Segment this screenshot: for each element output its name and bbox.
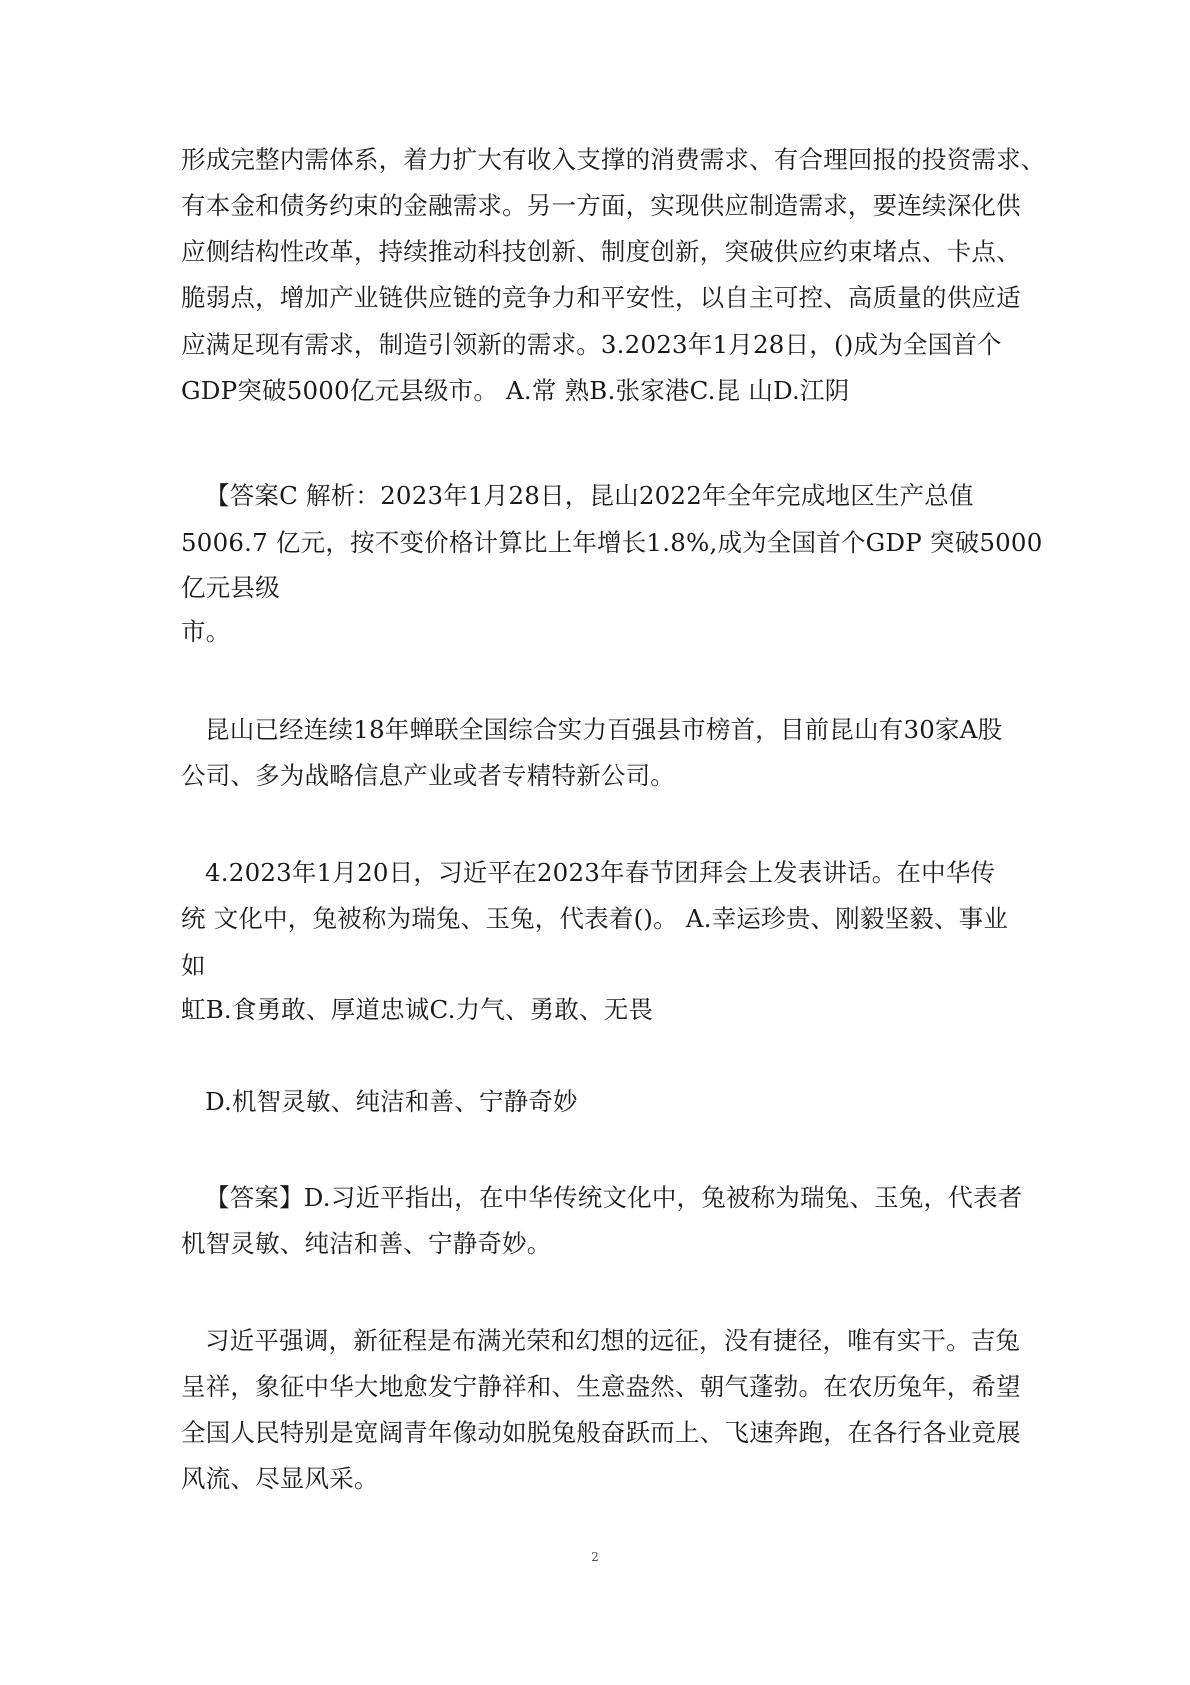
text-line: 市。 [181, 617, 231, 646]
text-line: 应侧结构性改革，持续推动科技创新、制度创新，突破供应约束堵点、卡点、 [181, 237, 1021, 266]
text-line: 5006.7 亿元，按不变价格计算比上年增长1.8%,成为全国首个GDP 突破5000 [181, 528, 1043, 557]
text-line: 脆弱点，增加产业链供应链的竞争力和平安性，以自主可控、高质量的供应适 [181, 283, 1021, 312]
text-line: 应满足现有需求，制造引领新的需求。3.2023年1月28日，()成为全国首个 [181, 330, 1002, 359]
text-line: 亿元县级 [181, 573, 280, 602]
text-line: D.机智灵敏、纯洁和善、宁静奇妙 [205, 1087, 578, 1116]
text-line: 形成完整内需体系，着力扩大有收入支撑的消费需求、有合理回报的投资需求、 [181, 145, 1046, 174]
text-line: 统 文化中，兔被称为瑞兔、玉兔，代表着()。 A.幸运珍贵、刚毅坚毅、事业 [181, 904, 1009, 933]
text-line: 虹B.食勇敢、厚道忠诚C.力气、勇敢、无畏 [181, 995, 654, 1024]
text-line: 全国人民特别是宽阔青年像动如脱兔般奋跃而上、飞速奔跑，在各行各业竞展 [181, 1418, 1021, 1447]
text-line: 有本金和债务约束的金融需求。另一方面，实现供应制造需求，要连续深化供 [181, 191, 1021, 220]
text-line: 【答案】D.习近平指出，在中华传统文化中，兔被称为瑞兔、玉兔，代表者 [205, 1183, 1023, 1212]
text-line: 呈祥，象征中华大地愈发宁静祥和、生意盎然、朝气蓬勃。在农历兔年，希望 [181, 1372, 1021, 1401]
text-line: 公司、多为战略信息产业或者专精特新公司。 [181, 761, 675, 790]
text-line: 如 [181, 951, 206, 980]
text-line: 昆山已经连续18年蝉联全国综合实力百强县市榜首，目前昆山有30家A股 [205, 715, 1003, 744]
text-line: 习近平强调，新征程是布满光荣和幻想的远征，没有捷径，唯有实干。吉兔 [205, 1326, 1021, 1355]
text-line: 风流、尽显风采。 [181, 1464, 379, 1493]
text-line: 机智灵敏、纯洁和善、宁静奇妙。 [181, 1229, 552, 1258]
text-line: GDP突破5000亿元县级市。 A.常 熟B.张家港C.昆 山D.江阴 [181, 376, 850, 405]
text-line: 【答案C 解析：2023年1月28日，昆山2022年全年完成地区生产总值 [205, 481, 974, 510]
text-line: 4.2023年1月20日，习近平在2023年春节团拜会上发表讲话。在中华传 [205, 858, 996, 887]
page-number: 2 [591, 1550, 599, 1564]
